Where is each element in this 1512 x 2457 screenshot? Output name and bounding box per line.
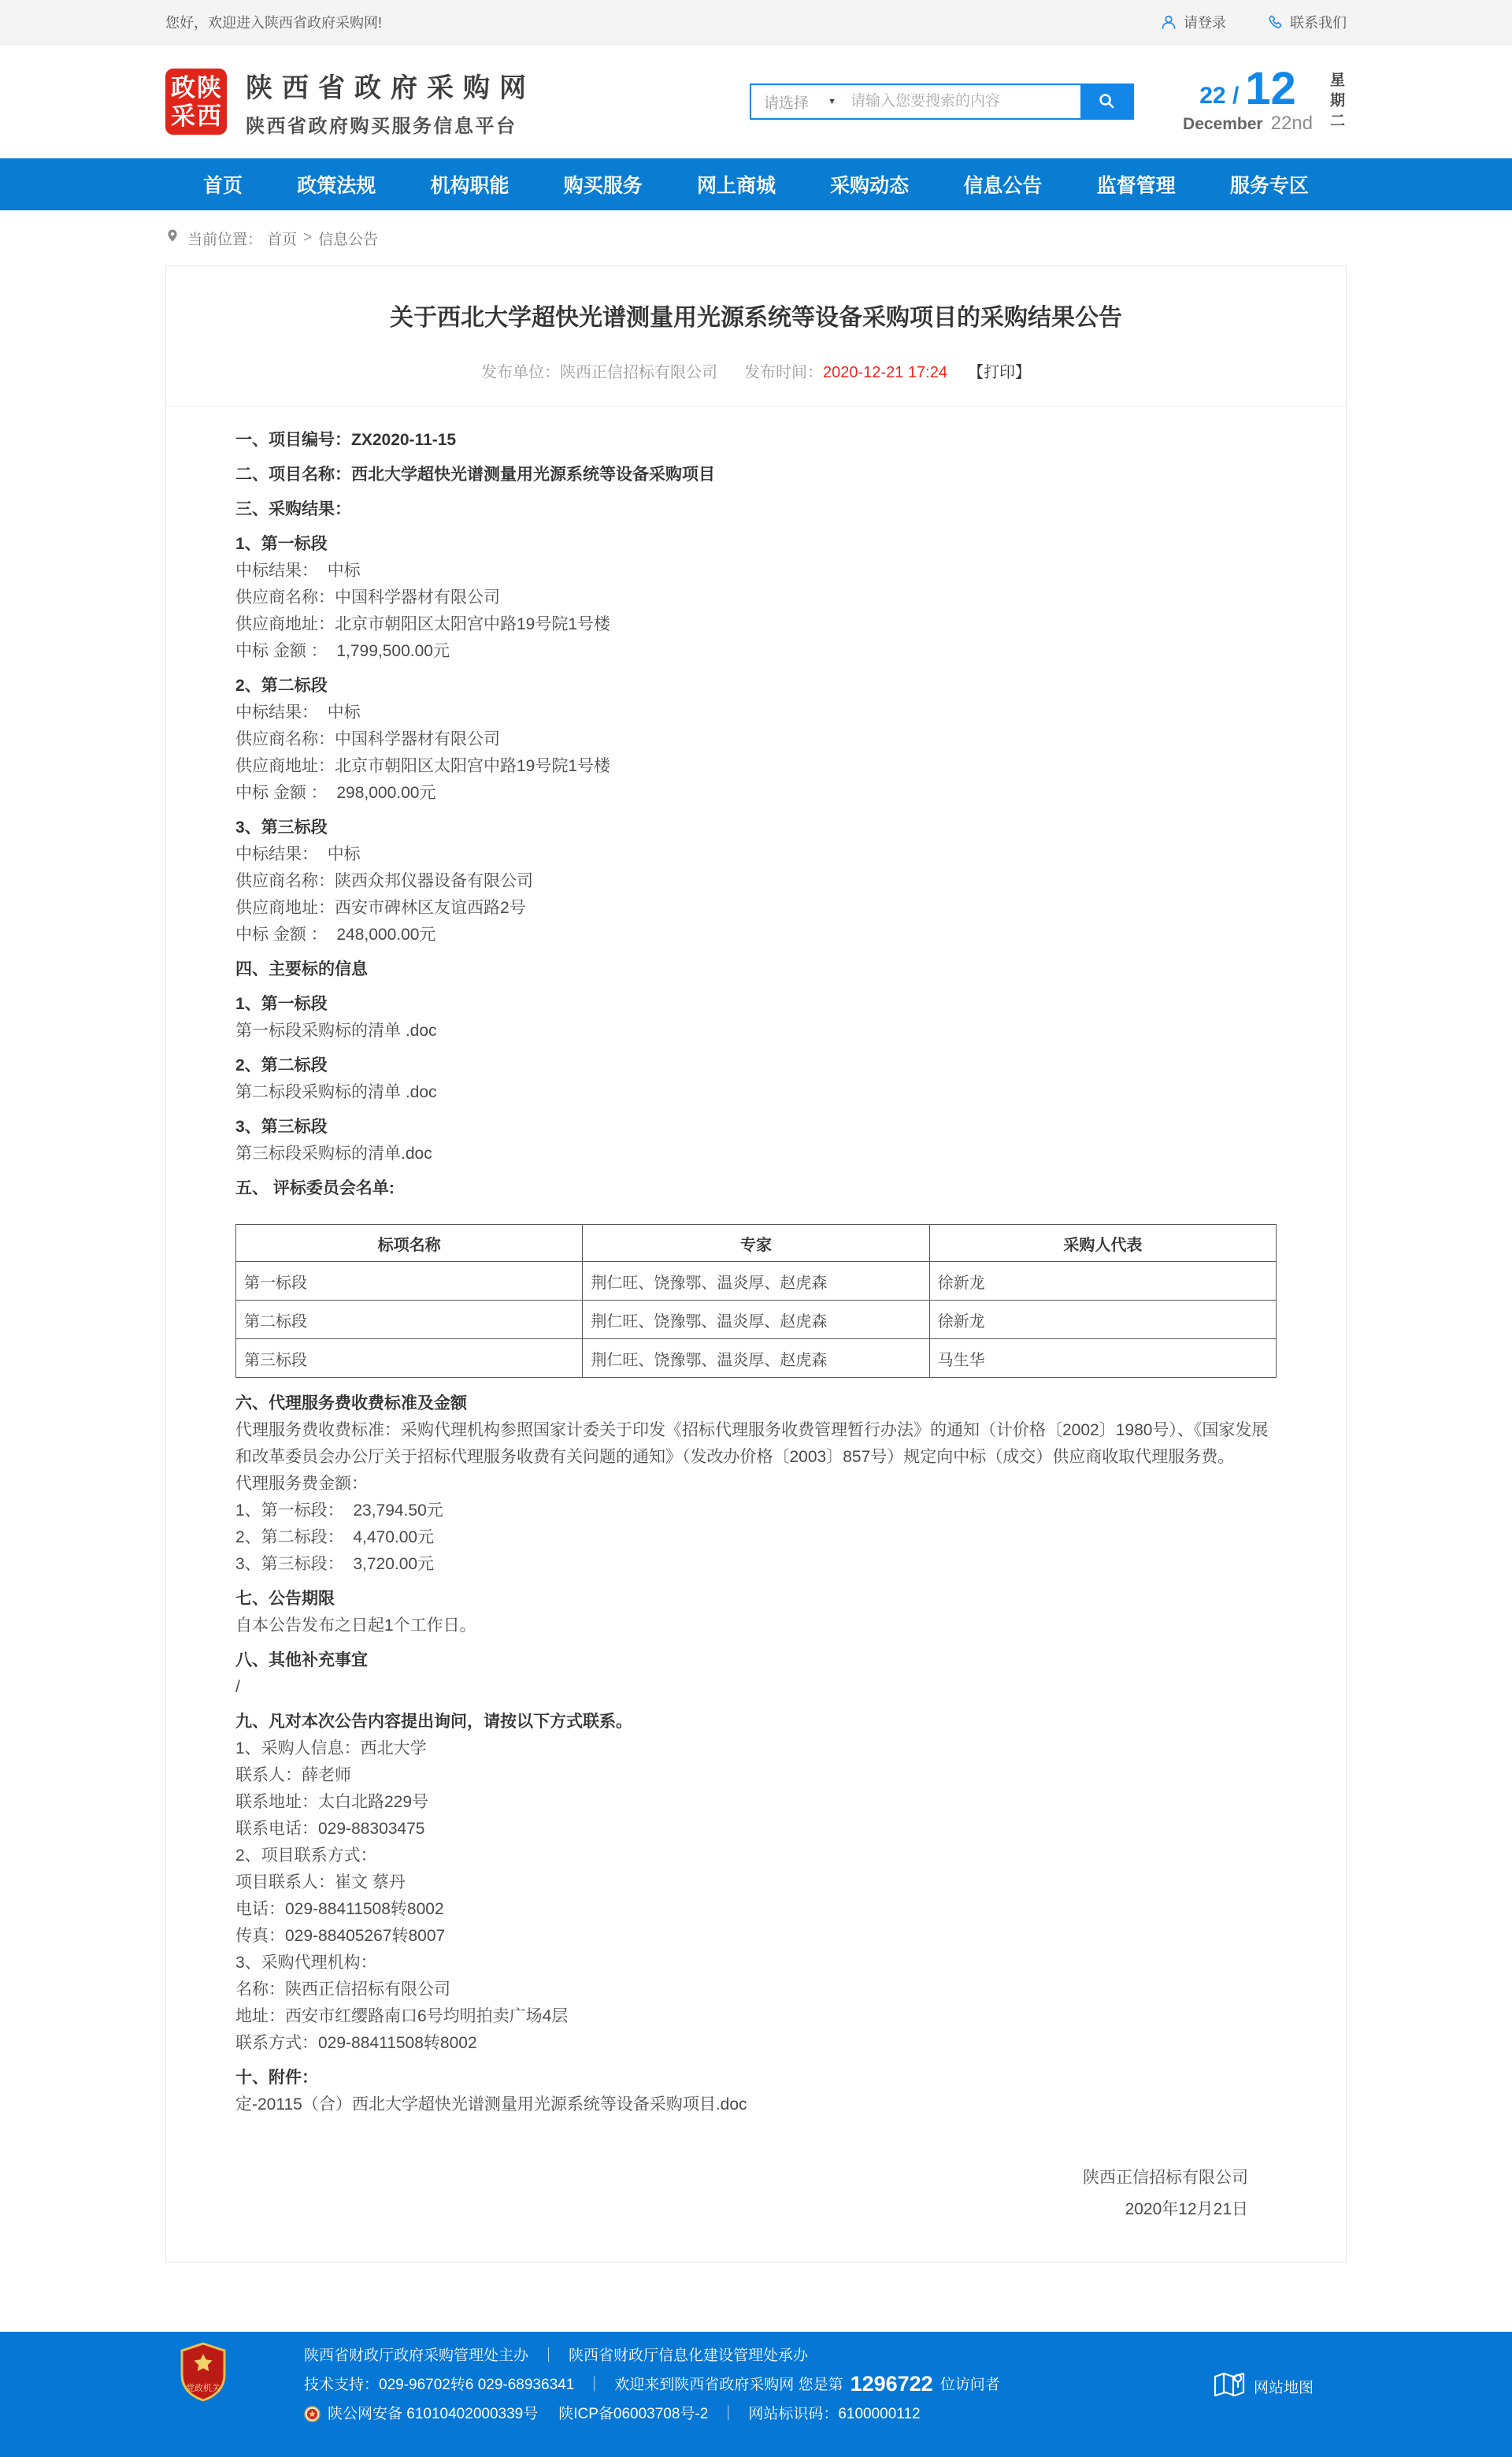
nav-item[interactable]: 网上商城 (696, 175, 776, 197)
breadcrumb-label: 当前位置： (187, 231, 263, 248)
body-line[interactable]: 第二标段采购标的清单 .doc (235, 1083, 437, 1101)
footer-line-host: 陕西省财政厅政府采购管理处主办 ｜ 陕西省财政厅信息化建设管理处承办 (304, 2341, 1000, 2370)
body-line: 六、代理服务费收费标准及金额 (235, 1394, 467, 1412)
logo-char: 西 (197, 102, 221, 130)
table-header-cell: 专家 (583, 1225, 929, 1262)
search-input[interactable] (849, 92, 1080, 111)
date-ordinal: 22nd (1270, 113, 1313, 134)
body-line: 代理服务费金额： (235, 1475, 368, 1493)
search-button[interactable] (1080, 85, 1132, 118)
cell-purchaser-rep: 徐新龙 (929, 1301, 1276, 1339)
site-footer (0, 2332, 1512, 2457)
announcement-header (166, 266, 1346, 406)
table-header-row (236, 1225, 1277, 1262)
body-line: 供应商地址：西安市碑林区友谊西路2号 (235, 899, 526, 917)
nav-item[interactable]: 服务专区 (1229, 175, 1309, 197)
body-line: 供应商地址：北京市朝阳区太阳宫中路19号院1号楼 (235, 757, 611, 775)
body-line: 中标结果： 中标 (235, 703, 361, 722)
user-icon (1161, 14, 1177, 30)
nav-item[interactable]: 购买服务 (563, 175, 643, 197)
footer-line-support: 技术支持：029-96702转6 029-68936341 ｜ 欢迎来到陕西省政府采购网 您是第 1296722 位访问者 (304, 2370, 1000, 2399)
contact-us-label: 联系我们 (1290, 15, 1347, 31)
signature-block (235, 2162, 1277, 2225)
body-line: 1、采购人信息：西北大学 (235, 1739, 427, 1757)
logo-char: 政 (171, 73, 195, 102)
publish-info (237, 359, 1275, 382)
body-line: 中标 金额 ： 298,000.00元 (235, 784, 436, 802)
nav-item[interactable]: 监督管理 (1096, 175, 1176, 197)
body-line: 二、项目名称：西北大学超快光谱测量用光源系统等设备采购项目 (235, 466, 715, 484)
footer-text-block (304, 2341, 1000, 2429)
body-line: 代理服务费收费标准：采购代理机构参照国家计委关于印发《招标代理服务收费管理暂行办法》的通知（计价格〔2002〕1980号）、《国家发展和改革委员会办公厅关于招标代理服务收费有关问题的通知》（发改办价格〔2003〕857号）规定向中标（成交）供应商收取代理服务费。 (235, 1421, 1269, 1466)
site-logo[interactable] (165, 69, 227, 135)
body-line: 自本公告发布之日起1个工作日。 (235, 1616, 476, 1635)
chevron-down-icon: ▼ (828, 97, 836, 106)
signature-date: 2020年12月21日 (1125, 2200, 1248, 2218)
visitor-count: 1296722 (850, 2372, 933, 2396)
body-line: 项目联系人：崔文 蔡丹 (235, 1873, 406, 1891)
announcement-card (165, 265, 1347, 2262)
publish-time: 2020-12-21 17:24 (823, 364, 947, 381)
nav-item[interactable]: 机构职能 (430, 175, 510, 197)
body-line: 名称：陕西正信招标有限公司 (235, 1980, 450, 1999)
body-line: 一、项目编号：ZX2020-11-15 (235, 431, 457, 449)
body-line: 中标 金额 ： 248,000.00元 (235, 926, 436, 944)
login-label: 请登录 (1184, 15, 1226, 31)
body-line: 1、第一标段 (235, 995, 328, 1013)
footer-visitor-suffix: 位访问者 (939, 2377, 1000, 2393)
evaluation-committee-table (235, 1224, 1277, 1378)
body-line: 联系方式：029-88411508转8002 (235, 2034, 477, 2052)
footer-host: 陕西省财政厅政府采购管理处主办 (304, 2348, 529, 2364)
body-line: 四、主要标的信息 (235, 960, 368, 978)
body-line: 供应商名称：陕西众邦仪器设备有限公司 (235, 872, 533, 890)
body-line: 地址：西安市红缨路南口6号均明拍卖广场4层 (235, 2007, 569, 2025)
cell-experts: 荆仁旺、饶豫鄂、温炎厚、赵虎森 (583, 1262, 929, 1301)
site-title: 陕西省政府采购网 (246, 72, 536, 103)
footer-line-records: 陕公网安备 61010402000339号 陕ICP备06003708号-2 ｜ 网站标识码：6100000112 (304, 2399, 1000, 2429)
site-brand (246, 66, 536, 138)
logo-char: 陕 (197, 73, 221, 102)
location-pin-icon (165, 228, 187, 247)
body-line: 3、第三标段 (235, 818, 328, 837)
body-section-1 (235, 419, 1277, 1202)
body-line: 供应商名称：中国科学器材有限公司 (235, 588, 500, 607)
gov-emblem-badge[interactable] (178, 2341, 228, 2407)
breadcrumb-separator: > (303, 229, 313, 246)
login-button[interactable] (1161, 12, 1226, 32)
signature-company: 陕西正信招标有限公司 (1083, 2169, 1248, 2187)
body-line: 1、第一标段 (235, 535, 328, 553)
sitemap-label: 网站地图 (1253, 2380, 1314, 2396)
sitemap-link[interactable] (1211, 2366, 1314, 2407)
body-line: 三、采购结果： (235, 500, 351, 518)
body-line: 七、公告期限 (235, 1590, 335, 1608)
body-section-2 (235, 1383, 1277, 2118)
body-line: 供应商地址：北京市朝阳区太阳宫中路19号院1号楼 (235, 615, 611, 633)
body-line: 联系人：薛老师 (235, 1766, 351, 1784)
publisher-name: 陕西正信招标有限公司 (560, 364, 718, 381)
footer-organizer: 陕西省财政厅信息化建设管理处承办 (569, 2348, 809, 2364)
cell-experts: 荆仁旺、饶豫鄂、温炎厚、赵虎森 (583, 1301, 929, 1339)
cell-purchaser-rep: 徐新龙 (929, 1262, 1276, 1301)
topbar (0, 0, 1512, 45)
date-month-name: December (1183, 115, 1263, 133)
search-category-value: 请选择 (764, 95, 810, 112)
breadcrumb (0, 210, 1512, 265)
sitemap-map-icon (1211, 2366, 1247, 2407)
icp-record: 陕ICP备06003708号-2 (558, 2406, 709, 2422)
body-line: 十、附件： (235, 2069, 318, 2087)
cell-section-name: 第二标段 (236, 1301, 583, 1339)
date-day: 22 / (1199, 83, 1240, 109)
body-line: 2、第二标段 (235, 1056, 328, 1074)
body-line: 2、第二标段 (235, 677, 328, 695)
body-line: 中标结果： 中标 (235, 562, 361, 580)
body-line: 2、第二标段： 4,470.00元 (235, 1528, 435, 1546)
body-line: 2、项目联系方式： (235, 1846, 377, 1865)
cell-section-name: 第一标段 (236, 1262, 583, 1301)
phone-icon (1267, 14, 1283, 30)
emblem-label: 党政机关 (186, 2384, 220, 2393)
body-line: 3、采购代理机构： (235, 1954, 377, 1972)
cell-experts: 荆仁旺、饶豫鄂、温炎厚、赵虎森 (583, 1339, 929, 1378)
body-line: 中标结果： 中标 (235, 845, 361, 863)
contact-us-button[interactable] (1267, 12, 1347, 32)
security-record-link[interactable]: 陕公网安备 61010402000339号 (328, 2406, 539, 2422)
body-line: 中标 金额 ： 1,799,500.00元 (235, 642, 450, 660)
body-line: / (235, 1678, 240, 1696)
body-line[interactable]: 第一标段采购标的清单 .doc (235, 1022, 437, 1040)
table-row (236, 1339, 1277, 1378)
police-badge-icon (304, 2406, 321, 2422)
search-bar (750, 84, 1134, 120)
search-icon (1098, 92, 1115, 112)
nav-item[interactable]: 采购动态 (830, 175, 910, 197)
site-subtitle: 陕西省政府购买服务信息平台 (246, 115, 517, 137)
footer-visitor-prefix: 欢迎来到陕西省政府采购网 您是第 (614, 2377, 843, 2393)
cell-section-name: 第三标段 (236, 1339, 583, 1378)
date-widget (1183, 63, 1347, 135)
cell-purchaser-rep: 马生华 (929, 1339, 1276, 1378)
breadcrumb-home[interactable]: 首页 (267, 231, 298, 248)
main-nav (0, 158, 1512, 210)
breadcrumb-current[interactable]: 信息公告 (318, 231, 379, 248)
site-identifier-code: 网站标识码：6100000112 (748, 2406, 921, 2422)
body-line: 九、凡对本次公告内容提出询问，请按以下方式联系。 (235, 1713, 632, 1731)
body-line: 电话：029-88411508转8002 (235, 1900, 444, 1918)
body-line: 传真：029-88405267转8007 (235, 1927, 446, 1945)
body-line: 联系电话：029-88303475 (235, 1820, 425, 1838)
publish-time-label: 发布时间： (744, 364, 824, 381)
announcement-body (166, 406, 1346, 2262)
table-header-cell: 标项名称 (236, 1225, 583, 1262)
body-line: 1、第一标段： 23,794.50元 (235, 1501, 443, 1520)
welcome-greeting: 您好，欢迎进入陕西省政府采购网! (165, 15, 382, 31)
table-row (236, 1262, 1277, 1301)
nav-item[interactable]: 政策法规 (297, 175, 376, 197)
logo-char: 采 (171, 102, 195, 130)
table-row (236, 1301, 1277, 1339)
page-title: 关于西北大学超快光谱测量用光源系统等设备采购项目的采购结果公告 (390, 305, 1122, 331)
body-line: 五、 评标委员会名单: (235, 1179, 395, 1197)
body-line[interactable]: 定-20115（合）西北大学超快光谱测量用光源系统等设备采购项目.doc (235, 2095, 747, 2114)
body-line[interactable]: 第三标段采购标的清单.doc (235, 1145, 432, 1163)
print-button[interactable]: 【打印】 (967, 364, 1031, 381)
table-header-cell: 采购人代表 (929, 1225, 1276, 1262)
nav-item[interactable]: 信息公告 (963, 175, 1043, 197)
body-line: 供应商名称：中国科学器材有限公司 (235, 730, 500, 748)
site-header (0, 45, 1512, 158)
date-month-number: 12 (1245, 63, 1296, 114)
publisher-label: 发布单位： (481, 364, 561, 381)
body-line: 3、第三标段： 3,720.00元 (235, 1555, 435, 1573)
body-line: 联系地址：太白北路229号 (235, 1793, 429, 1811)
body-line: 3、第三标段 (235, 1118, 328, 1136)
body-line: 八、其他补充事宜 (235, 1651, 368, 1669)
footer-tech-support: 技术支持：029-96702转6 029-68936341 (304, 2377, 575, 2393)
search-category-select[interactable] (751, 91, 849, 113)
nav-item[interactable]: 首页 (203, 175, 243, 197)
date-weekday: 星期二 (1328, 72, 1344, 133)
